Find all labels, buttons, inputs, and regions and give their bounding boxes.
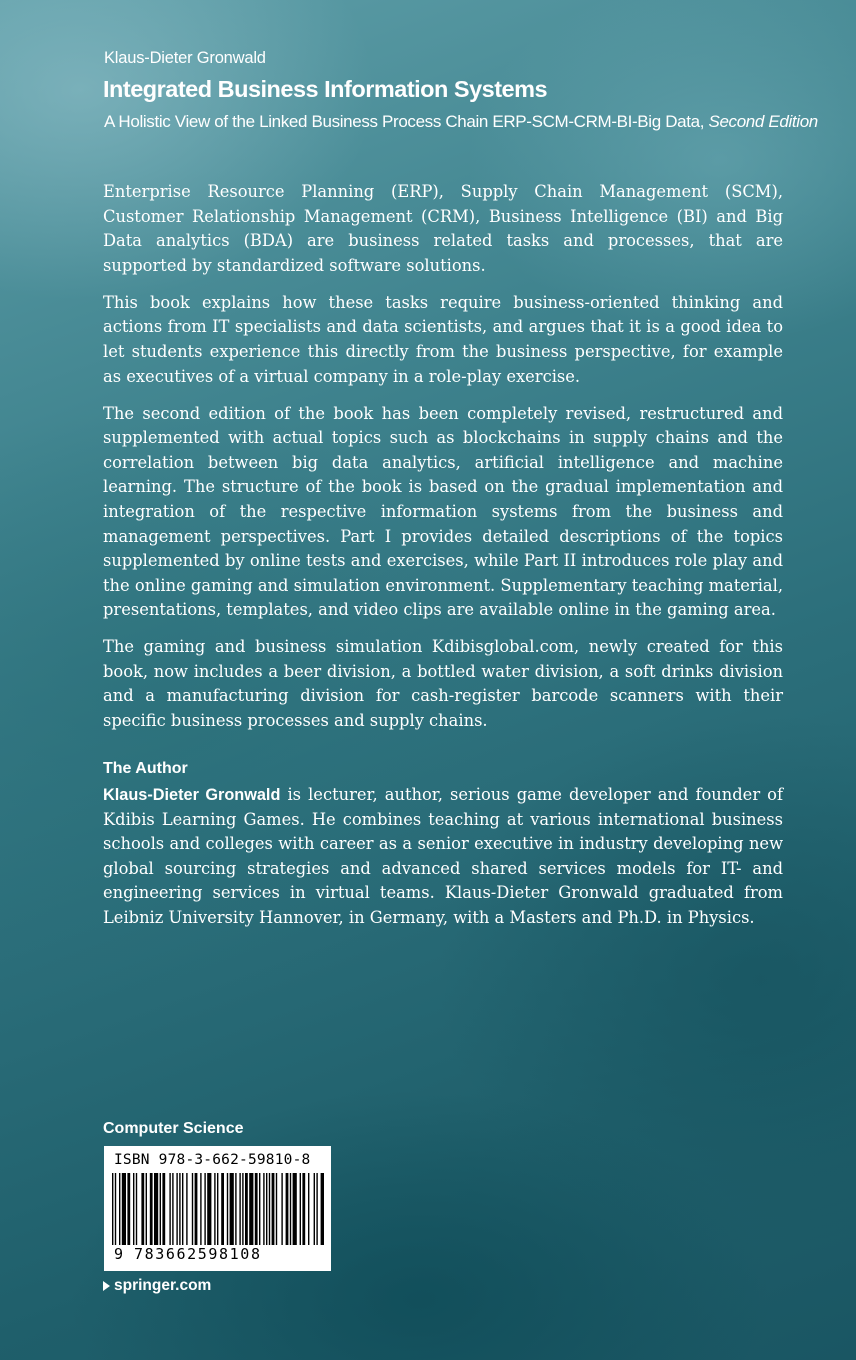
- barcode-bar: [245, 1173, 248, 1245]
- barcode-bar: [308, 1173, 309, 1245]
- publisher-link[interactable]: [103, 1277, 211, 1295]
- barcode-bar: [122, 1173, 126, 1245]
- barcode-bar: [314, 1173, 315, 1245]
- barcode-bar: [133, 1173, 134, 1245]
- barcode-bar: [290, 1173, 291, 1245]
- barcode-bar: [154, 1173, 158, 1245]
- barcode-bar: [200, 1173, 201, 1245]
- subject-category: Computer Science: [103, 1120, 244, 1137]
- barcode-bar: [127, 1173, 130, 1245]
- barcode-bar: [230, 1173, 234, 1245]
- description-paragraph: This book explains how these tasks require business-oriented thinking and actions from IT specialists and data scientists, and argues that it is a good idea to let students experience this directly from the business perspective, for example as executives of a virtual company in a role-play exercise.: [103, 292, 783, 386]
- description-paragraph: Enterprise Resource Planning (ERP), Supply Chain Management (SCM), Customer Relationship Management (CRM), Business Intelligence (BI) and Big Data analytics (BDA) are business related tasks and processes, that are supported by standardized software solutions.: [103, 182, 783, 275]
- barcode-bar: [217, 1173, 218, 1245]
- barcode-bar: [293, 1173, 297, 1245]
- barcode-bar: [249, 1173, 253, 1245]
- author-bio: [103, 783, 783, 931]
- description-paragraph: The gaming and business simulation Kdibisglobal.com, newly created for this book, now includes a beer division, a bottled water division, a soft drinks division and a manufacturing division for cash-register barcode scanners with their specific business processes and supply chains.: [103, 637, 783, 731]
- barcode-bar: [214, 1173, 215, 1245]
- barcode-bar: [321, 1173, 324, 1245]
- barcode-bar: [263, 1173, 264, 1245]
- barcode-bar: [162, 1173, 165, 1245]
- isbn-label: ISBN 978-3-662-59810-8: [114, 1152, 311, 1168]
- barcode-bar: [115, 1173, 116, 1245]
- barcode-bar: [179, 1173, 180, 1245]
- barcode-bar: [235, 1173, 236, 1245]
- barcode-bar: [169, 1173, 170, 1245]
- barcode-bar: [150, 1173, 153, 1245]
- barcode-bar: [242, 1173, 243, 1245]
- ean-lead-digit: 9: [114, 1245, 124, 1263]
- barcode-bar: [204, 1173, 205, 1245]
- barcode-bar: [182, 1173, 183, 1245]
- barcode-bar: [195, 1173, 198, 1245]
- barcode-bar: [300, 1173, 301, 1245]
- subtitle-text: A Holistic View of the Linked Business Process Chain ERP-SCM-CRM-BI-Big Data,: [104, 112, 705, 131]
- barcode-bar: [146, 1173, 147, 1245]
- author-bio-name: Klaus-Dieter Gronwald: [103, 786, 281, 804]
- barcode-bar: [259, 1173, 260, 1245]
- book-title: Integrated Business Information Systems: [103, 76, 548, 102]
- barcode-bar: [172, 1173, 173, 1245]
- author-name-top: Klaus-Dieter Gronwald: [104, 49, 266, 67]
- barcode-box: [104, 1146, 331, 1271]
- barcode-icon: [112, 1173, 324, 1245]
- barcode-bar: [141, 1173, 144, 1245]
- barcode-bar: [221, 1173, 224, 1245]
- barcode-bar: [272, 1173, 275, 1245]
- barcode-bar: [255, 1173, 258, 1245]
- description-paragraph: The second edition of the book has been completely revised, restructured and supplemented with actual topics such as blockchains in supply chains and the correlation between big data analytics, artificial intelligence and machine learning. The structure of the book is based on the gradual implementation and integration of the respective information systems from the business and management perspectives. Part I provides detailed descriptions of the topics supplemented by online tests and exercises, while Part II introduces role play and the online gaming and simulation environment. Supplementary teaching material, presentations, templates, and video clips are available online in the gaming area.: [103, 403, 783, 620]
- publisher-label[interactable]: springer.com: [114, 1277, 212, 1294]
- barcode-bar: [286, 1173, 289, 1245]
- barcode-bar: [276, 1173, 277, 1245]
- ean-digits: 783662598108: [134, 1245, 262, 1263]
- author-heading: The Author: [103, 760, 188, 777]
- barcode-bar: [160, 1173, 161, 1245]
- barcode-bar: [186, 1173, 187, 1245]
- barcode-bar: [176, 1173, 177, 1245]
- barcode-bar: [192, 1173, 193, 1245]
- barcode-bar: [281, 1173, 282, 1245]
- barcode-bar: [119, 1173, 120, 1245]
- barcode-bar: [316, 1173, 317, 1245]
- barcode-bar: [266, 1173, 267, 1245]
- play-arrow-icon: [103, 1281, 110, 1291]
- edition-label: Second Edition: [708, 112, 818, 131]
- barcode-bar: [302, 1173, 305, 1245]
- barcode-bar: [136, 1173, 137, 1245]
- description-body: [103, 180, 783, 746]
- barcode-bar: [207, 1173, 211, 1245]
- barcode-bar: [269, 1173, 270, 1245]
- author-bio-text: is lecturer, author, serious game developer and founder of Kdibis Learning Games. He combines teaching at various international business schools and colleges with career as a senior executive in industry developing new global sourcing strategies and advanced shared services models for IT- and engineering services in virtual teams. Klaus-Dieter Gronwald graduated from Leibniz University Hannover, in Germany, with a Masters and Ph.D. in Physics.: [103, 785, 783, 927]
- book-subtitle: [104, 112, 818, 132]
- barcode-bar: [239, 1173, 240, 1245]
- barcode-bar: [227, 1173, 228, 1245]
- barcode-bar: [112, 1173, 113, 1245]
